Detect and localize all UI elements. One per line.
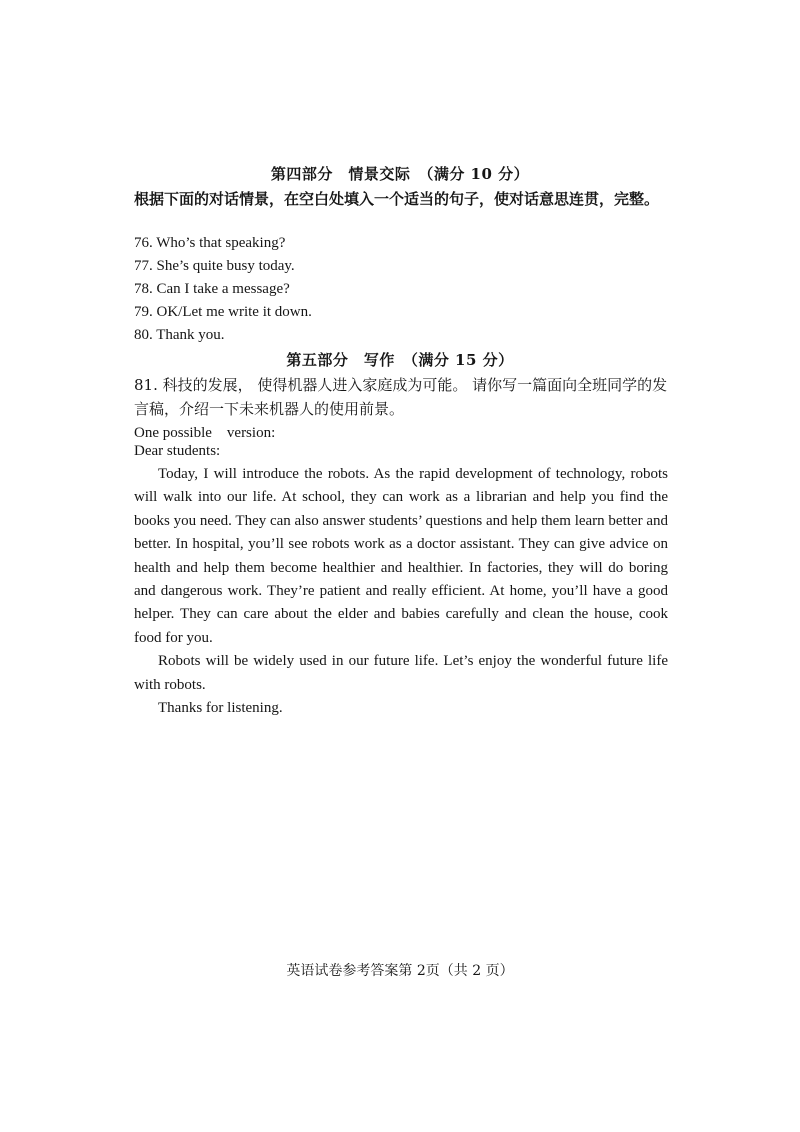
essay-paragraph: Robots will be widely used in our future life. Let’s enjoy the wonderful future life with robots. <box>134 653 668 693</box>
writing-task: 81. 科技的发展， 使得机器人进入家庭成为可能。 请你写一篇面向全班同学的发言稿，介绍一下未来机器人的使用前景。 <box>134 376 668 418</box>
part5-title: 第五部分 写作 （满分 15 分） <box>286 351 514 369</box>
answer-78: 78. Can I take a message? <box>134 281 290 297</box>
essay-paragraph: Today, I will introduce the robots. As the rapid development of technology, robots will walk into our life. At school, they can work as a librarian and help you find the books you need. They can also answer students’ questions and help them learn better and better. In hospital, you’ll see robots work as a doctor assistant. They can give advice on health and help them become healthier and healthier. In factories, they will do boring and dangerous work. They’re patient and really efficient. At home, you’ll have a good helper. They can care about the elder and babies carefully and clean the house, cook food for you. <box>134 466 668 646</box>
answer-77: 77. She’s quite busy today. <box>134 258 295 274</box>
answer-80: 80. Thank you. <box>134 327 225 343</box>
version-label: One possible version: <box>134 425 276 441</box>
answer-76: 76. Who’s that speaking? <box>134 235 286 251</box>
part4-title: 第四部分 情景交际 （满分 10 分） <box>270 165 530 183</box>
essay-body <box>134 463 668 720</box>
salutation: Dear students: <box>134 443 221 459</box>
part4-instruction: 根据下面的对话情景，在空白处填入一个适当的句子，使对话意思连贯，完整。 <box>134 190 660 208</box>
page-footer: 英语试卷参考答案第 2页（共 2 页） <box>286 963 514 979</box>
answer-79: 79. OK/Let me write it down. <box>134 304 312 320</box>
essay-paragraph: Thanks for listening. <box>158 700 283 717</box>
